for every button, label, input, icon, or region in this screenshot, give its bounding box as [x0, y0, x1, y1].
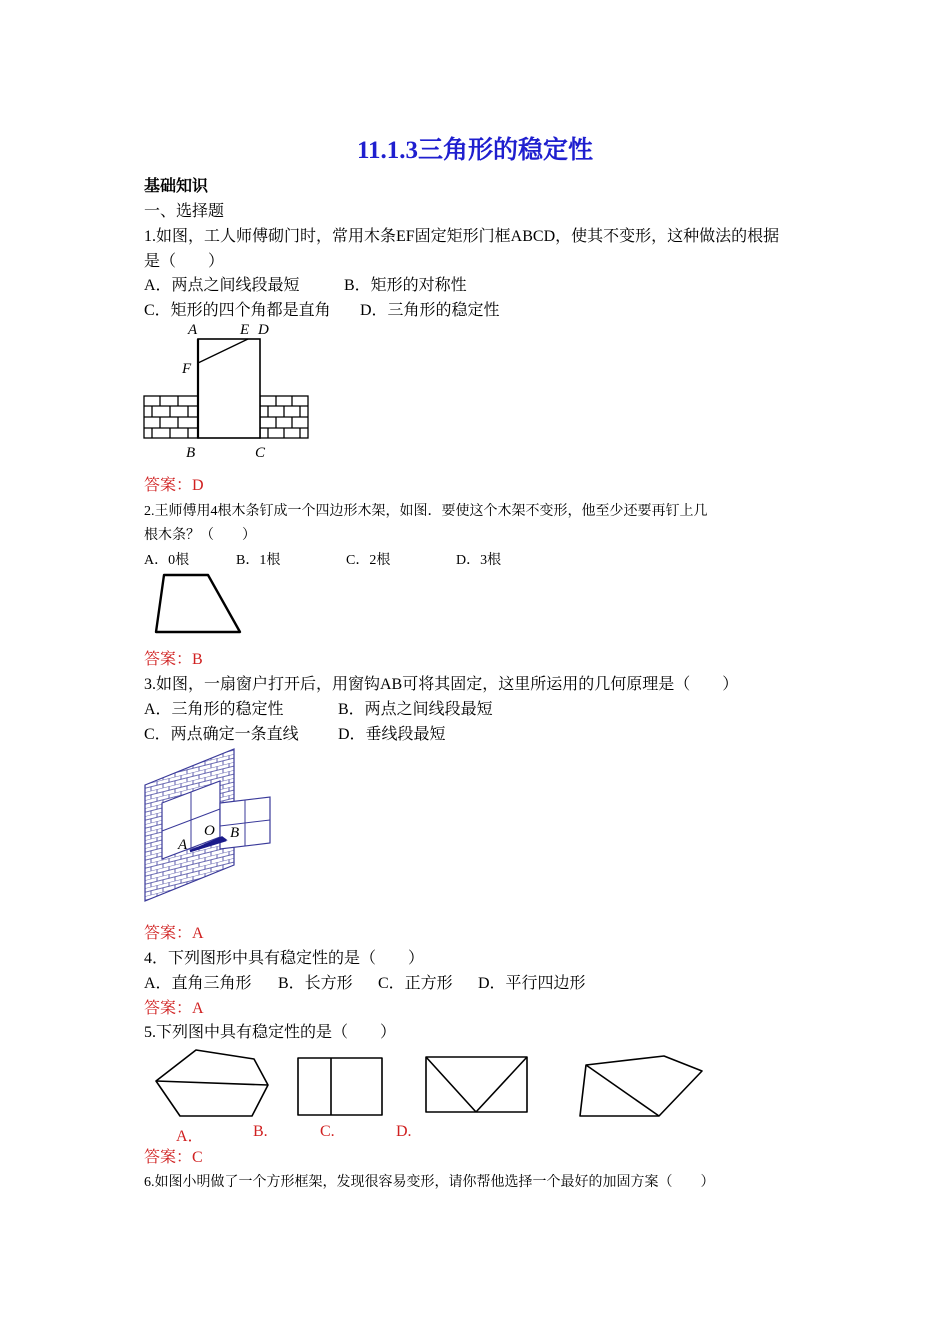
q2-option-d: D．3根: [456, 553, 502, 568]
q1-label-f: F: [182, 361, 192, 377]
q6-stem: 6.如图小明做了一个方形框架，发现很容易变形，请你帮他选择一个最好的加固方案（ ）: [144, 1175, 715, 1190]
q3-stem: 3.如图，一扇窗户打开后，用窗钩AB可将其固定，这里所运用的几何原理是（ ）: [144, 676, 739, 693]
q2-option-b: B．1根: [236, 553, 281, 568]
q3-option-d: D．垂线段最短: [338, 726, 446, 743]
q1-label-b: B: [186, 445, 196, 461]
q1-label-c: C: [255, 445, 266, 461]
subsection-heading: 一、选择题: [144, 203, 225, 220]
q1-label-d: D: [258, 322, 269, 338]
q1-option-a: A．两点之间线段最短: [144, 277, 300, 294]
q5-figure-b: [298, 1058, 382, 1115]
q3-option-c: C．两点确定一条直线: [144, 726, 299, 743]
q1-label-e: E: [240, 322, 250, 338]
q1-door-figure: [140, 318, 315, 463]
page-title: 11.1.3三角形的稳定性: [356, 137, 594, 164]
q2-stem-line2: 根木条？（ ）: [144, 528, 256, 543]
q4-option-a: A．直角三角形: [144, 975, 252, 992]
q3-option-a: A．三角形的稳定性: [144, 701, 284, 718]
q5-label-a: A．: [176, 1128, 204, 1145]
q4-option-c: C．正方形: [378, 975, 453, 992]
q4-option-d: D．平行四边形: [478, 975, 586, 992]
q5-figure-d: [580, 1056, 702, 1116]
q1-option-d: D．三角形的稳定性: [360, 302, 500, 319]
q3-options-row2: [144, 725, 446, 745]
q5-answer: 答案：C: [144, 1149, 203, 1166]
q2-options-row: [144, 551, 501, 571]
q1-answer: 答案：D: [144, 477, 204, 494]
q1-options-row1: [144, 276, 467, 296]
q5-figures: [150, 1045, 710, 1125]
q3-options-row1: [144, 700, 493, 720]
q5-stem: 5.下列图中具有稳定性的是（ ）: [144, 1024, 397, 1041]
q2-option-c: C．2根: [346, 553, 391, 568]
section-heading: 基础知识: [144, 178, 209, 195]
q3-label-o: O: [204, 823, 215, 839]
q3-label-b: B: [230, 825, 240, 841]
q4-answer: 答案：A: [144, 1000, 204, 1017]
q4-stem: 4．下列图形中具有稳定性的是（ ）: [144, 950, 425, 967]
q4-options-row: [144, 974, 586, 994]
q5-figure-c: [426, 1057, 527, 1112]
q2-stem-line1: 2.王师傅用4根木条钉成一个四边形木架，如图．要使这个木架不变形，他至少还要再钉上几: [144, 504, 708, 519]
q2-option-a: A．0根: [144, 553, 190, 568]
q1-label-a: A: [188, 322, 198, 338]
q3-answer: 答案：A: [144, 925, 204, 942]
q5-label-b: B.: [253, 1123, 268, 1140]
q3-label-a: A: [178, 837, 188, 853]
q2-quadrilateral-figure: [150, 570, 250, 640]
q1-stem-line2: 是（ ）: [144, 253, 225, 270]
q3-option-b: B．两点之间线段最短: [338, 701, 493, 718]
q3-window-figure: [142, 745, 277, 903]
q1-option-b: B．矩形的对称性: [344, 277, 467, 294]
q1-stem-line1: 1.如图，工人师傅砌门时，常用木条EF固定矩形门框ABCD，使其不变形，这种做法的根据: [144, 228, 780, 245]
q1-option-c: C．矩形的四个角都是直角: [144, 302, 331, 319]
q4-option-b: B．长方形: [278, 975, 353, 992]
q2-answer: 答案：B: [144, 651, 203, 668]
q5-label-d: D.: [396, 1123, 412, 1140]
q5-label-c: C.: [320, 1123, 335, 1140]
